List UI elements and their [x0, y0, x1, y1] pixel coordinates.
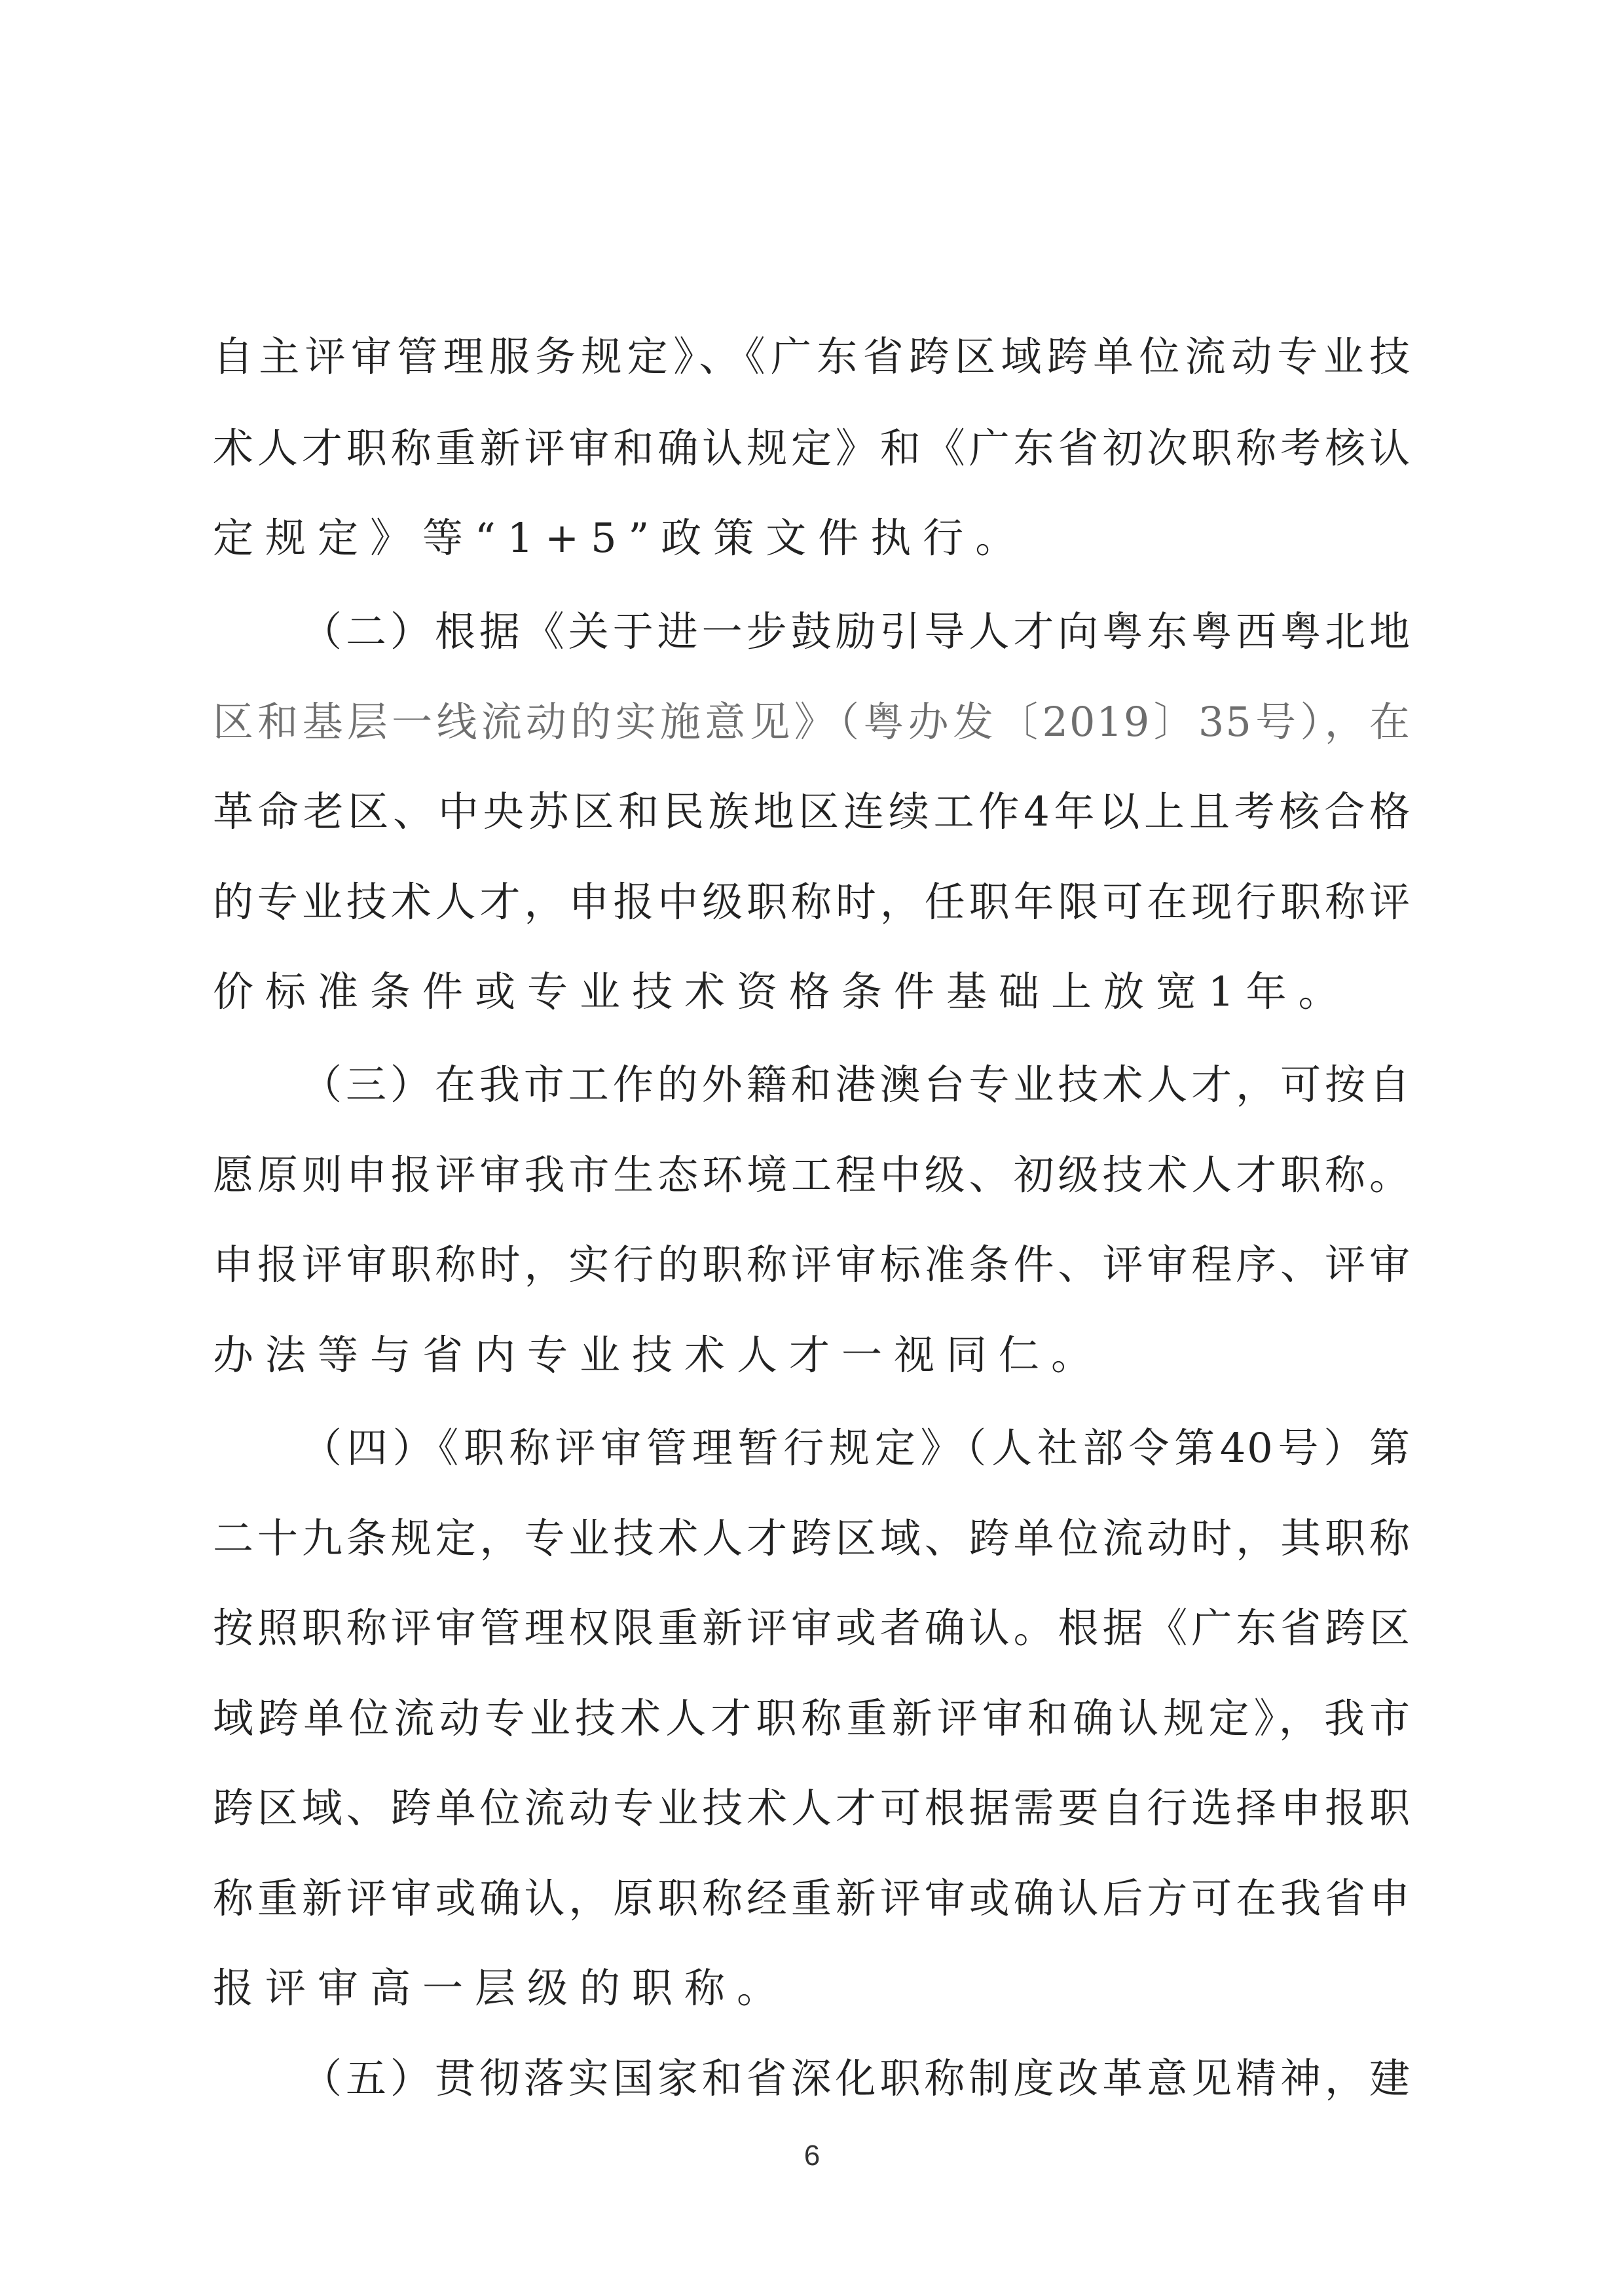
text-line: 申报评审职称时，实行的职称评审标准条件、评审程序、评审: [213, 1241, 1411, 1288]
text-line: 的专业技术人才，申报中级职称时，任职年限可在现行职称评: [213, 878, 1411, 926]
text-line: 自主评审管理服务规定》、《广东省跨区域跨单位流动专业技: [213, 333, 1411, 380]
text-line: 跨区域、跨单位流动专业技术人才可根据需要自行选择申报职: [213, 1784, 1411, 1832]
text-line: 定规定》等“1+5”政策文件执行。: [213, 514, 1028, 562]
text-line: 革命老区、中央苏区和民族地区连续工作4年以上且考核合格: [213, 788, 1411, 835]
text-line: 愿原则申报评审我市生态环境工程中级、初级技术人才职称。: [213, 1151, 1411, 1199]
text-line: 报评审高一层级的职称。: [213, 1964, 790, 2012]
text-line: 称重新评审或确认，原职称经重新评审或确认后方可在我省申: [213, 1874, 1411, 1922]
text-line: 域跨单位流动专业技术人才职称重新评审和确认规定》，我市: [213, 1694, 1411, 1742]
paragraph-3-first-line: （三）在我市工作的外籍和港澳台专业技术人才，可按自: [301, 1061, 1411, 1108]
text-line: 按照职称评审管理权限重新评审或者确认。根据《广东省跨区: [213, 1604, 1411, 1652]
text-line: 办法等与省内专业技术人才一视同仁。: [213, 1331, 1104, 1379]
page-number: 6: [803, 2140, 821, 2172]
text-line: 二十九条规定，专业技术人才跨区域、跨单位流动时，其职称: [213, 1514, 1411, 1562]
paragraph-5-first-line: （五）贯彻落实国家和省深化职称制度改革意见精神，建: [301, 2054, 1411, 2102]
paragraph-2-first-line: （二）根据《关于进一步鼓励引导人才向粤东粤西粤北地: [301, 608, 1411, 655]
text-line: 区和基层一线流动的实施意见》（粤办发〔2019〕35号），在: [213, 698, 1411, 746]
text-line: 术人才职称重新评审和确认规定》和《广东省初次职称考核认: [213, 424, 1411, 472]
text-line: 价标准条件或专业技术资格条件基础上放宽1年。: [213, 968, 1351, 1015]
paragraph-4-first-line: （四）《职称评审管理暂行规定》（人社部令第40号）第: [301, 1424, 1411, 1472]
